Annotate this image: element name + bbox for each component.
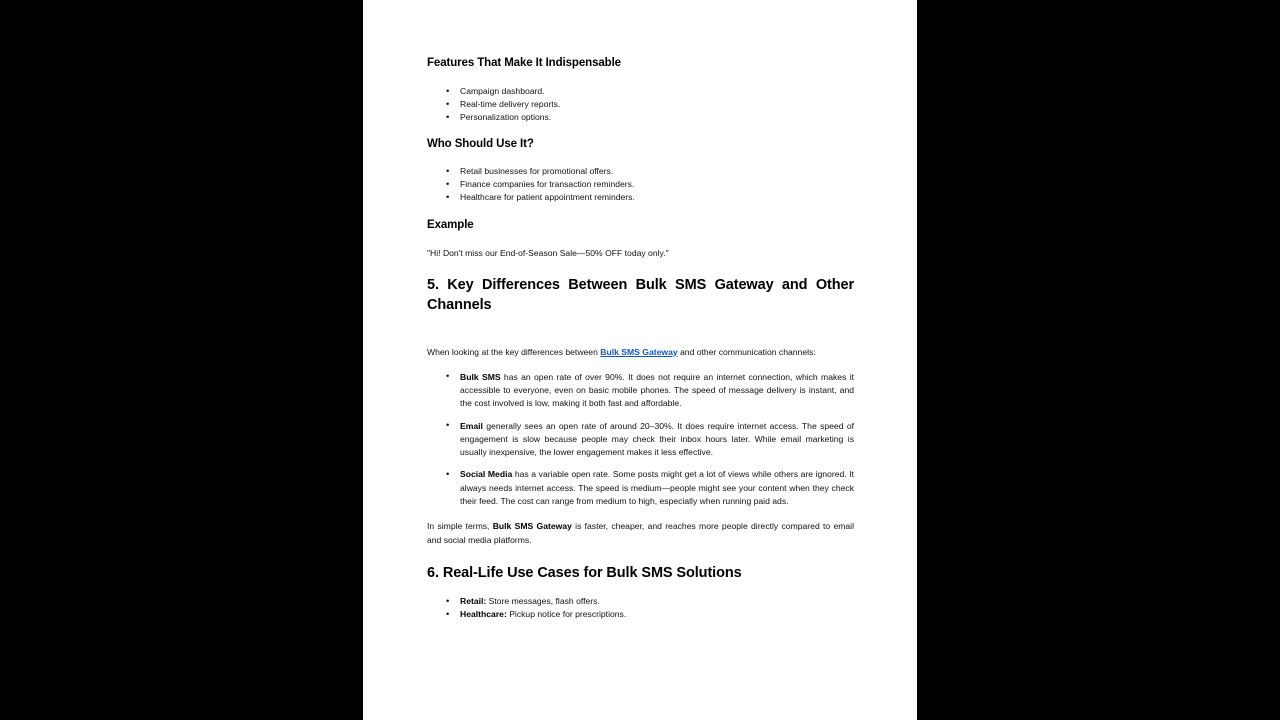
spacer [427, 204, 854, 218]
spacer [427, 359, 854, 371]
list-features [427, 85, 854, 124]
list-item-text: has an open rate of over 90%. It does not require an internet connection, which makes it accessible to everyone, even on basic mobile phones. The speed of message delivery is instant, and the cost involved is low, making it both fast and affordable. [460, 371, 854, 409]
summary-text-before: In simple terms, [427, 521, 493, 532]
list-item [427, 420, 854, 460]
example-quote: "Hi! Don't miss our End-of-Season Sale—50% OFF today only." [427, 248, 669, 258]
spacer [427, 508, 854, 520]
list-item-lead: Retail: [460, 596, 487, 607]
heading-use-cases: 6. Real-Life Use Cases for Bulk SMS Solutions [427, 564, 742, 581]
list-item-text: Store messages, flash offers. [486, 596, 600, 607]
list-item [427, 178, 854, 191]
list-item-text: has a variable open rate. Some posts might get a lot of views while others are ignored. It always needs internet access. The speed is medium—people might see your content when they check their feed. The cost can range from medium to high, especially when running paid ads. [460, 469, 855, 507]
spacer [427, 233, 854, 247]
list-item-text: Healthcare for patient appointment reminders. [460, 192, 635, 202]
list-who-should-use [427, 165, 854, 204]
list-item-text: Retail businesses for promotional offers. [460, 166, 614, 176]
intro-text-after-link: and other communication channels: [677, 346, 816, 357]
list-item-text: Personalization options. [460, 112, 552, 122]
heading-who-should-use-it: Who Should Use It? [427, 138, 534, 150]
list-item [427, 85, 854, 98]
summary-text-after: is faster, cheaper, and reaches more people directly compared to email and social media platforms. [427, 521, 854, 545]
heading-key-differences: 5. Key Differences Between Bulk SMS Gateway and Other Channels [427, 277, 854, 313]
document-page [363, 0, 917, 720]
key-differences-intro [427, 346, 854, 359]
list-item-text: Pickup notice for prescriptions. [506, 609, 627, 620]
list-item [427, 165, 854, 178]
spacer [427, 124, 854, 137]
list-item [427, 371, 854, 411]
list-item [427, 98, 854, 111]
list-item-text: Campaign dashboard. [460, 86, 545, 96]
list-use-cases [427, 595, 854, 621]
list-item [427, 111, 854, 124]
list-key-differences [427, 371, 854, 509]
list-item-lead: Email [460, 420, 483, 431]
list-item [427, 608, 854, 621]
key-differences-summary [427, 520, 854, 546]
spacer [427, 547, 854, 564]
list-item-text: generally sees an open rate of around 20–30%. It does require internet access. The speed of engagement is slow because people may check their inbox hours later. While email marketing is usually inexpensive, the lower engagement makes it less effective. [460, 420, 854, 458]
spacer [427, 152, 854, 165]
list-item-lead: Bulk SMS [460, 371, 501, 382]
spacer [427, 335, 854, 346]
heading-example: Example [427, 219, 474, 231]
list-item-lead: Social Media [460, 469, 513, 480]
list-item [427, 468, 854, 508]
list-item-text: Real-time delivery reports. [460, 99, 561, 109]
document-content [427, 0, 854, 621]
list-item-text: Finance companies for transaction reminders. [460, 179, 635, 189]
top-spacer [427, 0, 854, 56]
list-item [427, 191, 854, 204]
list-item [427, 595, 854, 608]
spacer [427, 583, 854, 595]
spacer [427, 71, 854, 85]
intro-text-before-link: When looking at the key differences between [427, 346, 601, 357]
bulk-sms-gateway-link[interactable]: Bulk SMS Gateway [600, 346, 678, 357]
summary-bold-term: Bulk SMS Gateway [492, 521, 572, 532]
list-item-lead: Healthcare: [460, 609, 507, 620]
heading-features: Features That Make It Indispensable [427, 57, 621, 69]
spacer [427, 260, 854, 276]
